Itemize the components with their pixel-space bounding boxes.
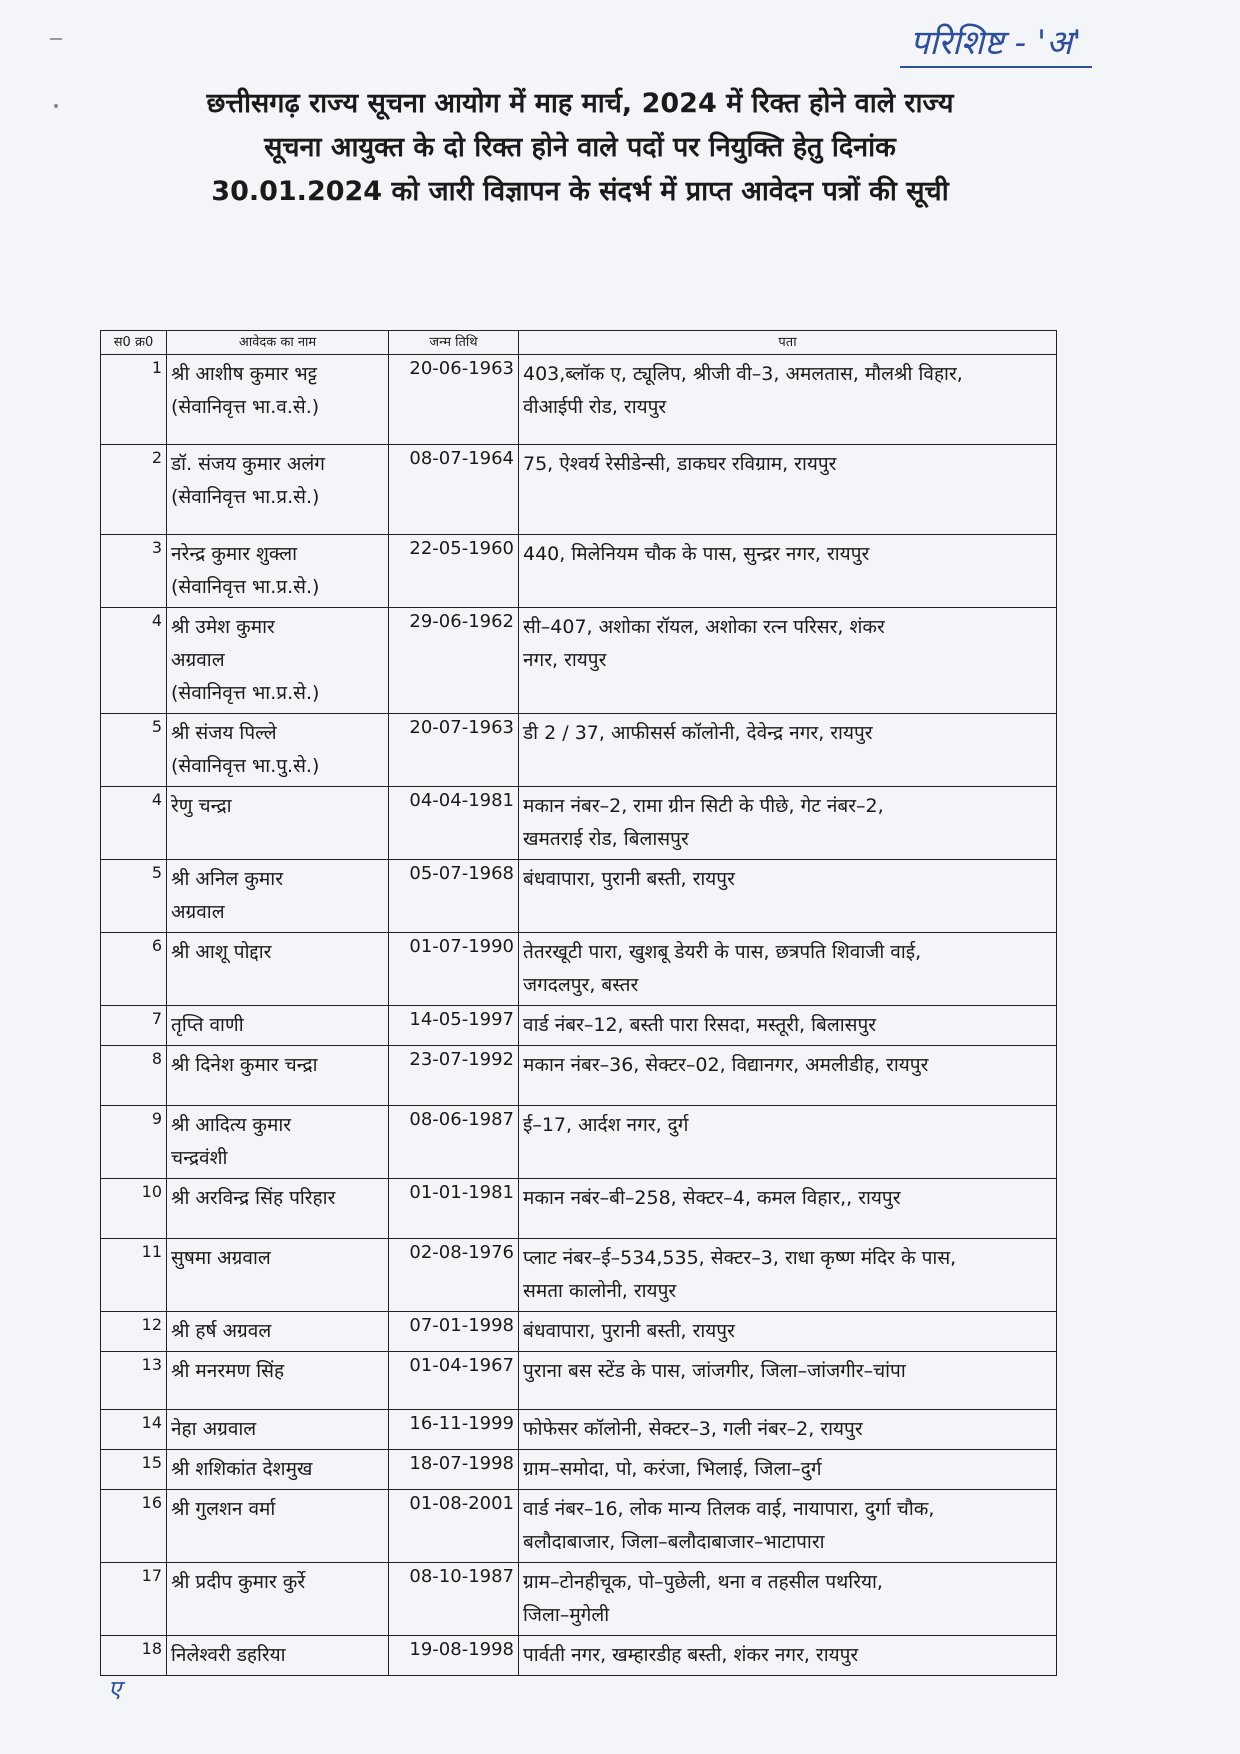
date-of-birth: 20-06-1963 (389, 355, 519, 445)
date-of-birth: 22-05-1960 (389, 535, 519, 608)
applicant-name (167, 1046, 389, 1106)
applicant-name (167, 714, 389, 787)
table-row (101, 1239, 1057, 1312)
serial-number: 10 (101, 1179, 167, 1239)
address-line: मकान नबंर–बी–258, सेक्टर–4, कमल विहार,, रायपुर (523, 1187, 901, 1209)
address (519, 787, 1057, 860)
header-dob: जन्म तिथि (389, 331, 519, 355)
applicant-name-line: (सेवानिवृत्त भा.व.से.) (171, 396, 320, 418)
applicant-name (167, 1450, 389, 1490)
address-line: सी–407, अशोका रॉयल, अशोका रत्न परिसर, शंकर (523, 616, 885, 638)
address (519, 714, 1057, 787)
title-line: सूचना आयुक्त के दो रिक्त होने वाले पदों पर नियुक्ति हेतु दिनांक (264, 132, 896, 163)
date-of-birth: 08-06-1987 (389, 1106, 519, 1179)
applicant-name-line: श्री अरविन्द्र सिंह परिहार (171, 1187, 336, 1209)
date-of-birth: 19-08-1998 (389, 1636, 519, 1676)
address-line: जिला–मुगेली (523, 1604, 610, 1626)
serial-number: 12 (101, 1312, 167, 1352)
date-of-birth: 01-08-2001 (389, 1490, 519, 1563)
serial-number: 15 (101, 1450, 167, 1490)
address (519, 1006, 1057, 1046)
address (519, 933, 1057, 1006)
serial-number: 9 (101, 1106, 167, 1179)
annex-label: परिशिष्ट - 'अ' (900, 18, 1092, 68)
applicant-name-line: डॉ. संजय कुमार अलंग (171, 453, 325, 475)
address-line: वार्ड नंबर–12, बस्ती पारा रिसदा, मस्तूरी, बिलासपुर (523, 1014, 877, 1036)
date-of-birth: 08-07-1964 (389, 445, 519, 535)
address-line: ई–17, आर्दश नगर, दुर्ग (523, 1114, 689, 1136)
address-line: मकान नंबर–36, सेक्टर–02, विद्यानगर, अमलीडीह, रायपुर (523, 1054, 929, 1076)
table-row (101, 933, 1057, 1006)
applicant-name (167, 535, 389, 608)
date-of-birth: 08-10-1987 (389, 1563, 519, 1636)
applicant-name-line: सुषमा अग्रवाल (171, 1247, 271, 1269)
applicant-name (167, 1006, 389, 1046)
serial-number: 5 (101, 860, 167, 933)
table-row (101, 355, 1057, 445)
applicant-name-line: (सेवानिवृत्त भा.प्र.से.) (171, 682, 320, 704)
date-of-birth: 04-04-1981 (389, 787, 519, 860)
address-line: बंधवापारा, पुरानी बस्ती, रायपुर (523, 868, 735, 890)
address-line: पुराना बस स्टेंड के पास, जांजगीर, जिला–जांजगीर–चांपा (523, 1360, 906, 1382)
date-of-birth: 14-05-1997 (389, 1006, 519, 1046)
address (519, 535, 1057, 608)
applicant-name-line: निलेश्वरी डहरिया (171, 1644, 286, 1666)
applicant-name (167, 1312, 389, 1352)
address-line: नगर, रायपुर (523, 649, 607, 671)
applicant-name-line: श्री संजय पिल्ले (171, 722, 277, 744)
applicant-name (167, 355, 389, 445)
applicant-name (167, 1352, 389, 1410)
table-row (101, 714, 1057, 787)
address-line: ग्राम–टोनहीचूक, पो–पुछेली, थना व तहसील पथरिया, (523, 1571, 883, 1593)
date-of-birth: 16-11-1999 (389, 1410, 519, 1450)
signature-initial: ए (108, 1675, 122, 1703)
date-of-birth: 01-01-1981 (389, 1179, 519, 1239)
applicant-name-line: रेणु चन्द्रा (171, 795, 232, 817)
date-of-birth: 20-07-1963 (389, 714, 519, 787)
applications-table (100, 330, 1057, 1676)
applicant-name-line: श्री दिनेश कुमार चन्द्रा (171, 1054, 318, 1076)
table-row (101, 1563, 1057, 1636)
applicant-name (167, 1179, 389, 1239)
table-row (101, 1106, 1057, 1179)
table-row (101, 1636, 1057, 1676)
applicant-name-line: तृप्ति वाणी (171, 1014, 244, 1036)
address-line: वीआईपी रोड, रायपुर (523, 396, 667, 418)
table-row (101, 445, 1057, 535)
address (519, 1179, 1057, 1239)
serial-number: 8 (101, 1046, 167, 1106)
address-line: ग्राम–समोदा, पो, करंजा, भिलाई, जिला–दुर्ग (523, 1458, 822, 1480)
applicant-name-line: श्री प्रदीप कुमार कुर्रे (171, 1571, 306, 1593)
address-line: बलौदाबाजार, जिला–बलौदाबाजार–भाटापारा (523, 1531, 825, 1553)
applicant-name (167, 860, 389, 933)
table-header-row (101, 331, 1057, 355)
table-body (101, 355, 1057, 1676)
address-line: खमतराई रोड, बिलासपुर (523, 828, 689, 850)
applicant-name-line: श्री गुलशन वर्मा (171, 1498, 276, 1520)
applicant-name-line: श्री आदित्य कुमार (171, 1114, 292, 1136)
address (519, 860, 1057, 933)
address (519, 1450, 1057, 1490)
serial-number: 2 (101, 445, 167, 535)
scan-mark (50, 38, 62, 40)
applicant-name-line: अग्रवाल (171, 901, 225, 923)
address (519, 1312, 1057, 1352)
date-of-birth: 23-07-1992 (389, 1046, 519, 1106)
date-of-birth: 01-04-1967 (389, 1352, 519, 1410)
serial-number: 4 (101, 608, 167, 714)
table-row (101, 1410, 1057, 1450)
address-line: 403,ब्लॉक ए, ट्यूलिप, श्रीजी वी–3, अमलतास, मौलश्री विहार, (523, 363, 963, 385)
table-row (101, 787, 1057, 860)
serial-number: 6 (101, 933, 167, 1006)
applicant-name-line: श्री शशिकांत देशमुख (171, 1458, 313, 1480)
address-line: डी 2 / 37, आफीसर्स कॉलोनी, देवेन्द्र नगर, रायपुर (523, 722, 873, 744)
serial-number: 17 (101, 1563, 167, 1636)
applicant-name-line: (सेवानिवृत्त भा.प्र.से.) (171, 486, 320, 508)
header-address: पता (519, 331, 1057, 355)
address (519, 608, 1057, 714)
address-line: बंधवापारा, पुरानी बस्ती, रायपुर (523, 1320, 735, 1342)
address-line: प्लाट नंबर–ई–534,535, सेक्टर–3, राधा कृष्ण मंदिर के पास, (523, 1247, 957, 1269)
address-line: पार्वती नगर, खम्हारडीह बस्ती, शंकर नगर, रायपुर (523, 1644, 859, 1666)
serial-number: 7 (101, 1006, 167, 1046)
applicant-name (167, 1239, 389, 1312)
applicant-name (167, 1636, 389, 1676)
table-row (101, 1450, 1057, 1490)
address (519, 1106, 1057, 1179)
applicant-name-line: (सेवानिवृत्त भा.पु.से.) (171, 755, 320, 777)
applicant-name (167, 1106, 389, 1179)
applicant-name (167, 608, 389, 714)
applicant-name (167, 787, 389, 860)
table-row (101, 1490, 1057, 1563)
table-row (101, 535, 1057, 608)
table-row (101, 1179, 1057, 1239)
applicant-name-line: श्री अनिल कुमार (171, 868, 283, 890)
document-title (110, 82, 1050, 214)
applicant-name (167, 445, 389, 535)
address (519, 1636, 1057, 1676)
header-name: आवेदक का नाम (167, 331, 389, 355)
address-line: समता कालोनी, रायपुर (523, 1280, 677, 1302)
title-line: छत्तीसगढ़ राज्य सूचना आयोग में माह मार्च, 2024 में रिक्त होने वाले राज्य (206, 88, 954, 119)
applicant-name-line: श्री आशीष कुमार भट्ट (171, 363, 318, 385)
address-line: मकान नंबर–2, रामा ग्रीन सिटी के पीछे, गेट नंबर–2, (523, 795, 884, 817)
table-row (101, 1006, 1057, 1046)
date-of-birth: 01-07-1990 (389, 933, 519, 1006)
applicant-name-line: श्री आशू पोद्दार (171, 941, 272, 963)
serial-number: 3 (101, 535, 167, 608)
applicant-name-line: नरेन्द्र कुमार शुक्ला (171, 543, 298, 565)
applicant-name (167, 933, 389, 1006)
applicant-name-line: श्री हर्ष अग्रवल (171, 1320, 272, 1342)
serial-number: 4 (101, 787, 167, 860)
applicant-name-line: श्री उमेश कुमार (171, 616, 275, 638)
date-of-birth: 29-06-1962 (389, 608, 519, 714)
address (519, 1410, 1057, 1450)
table-row (101, 1046, 1057, 1106)
address (519, 445, 1057, 535)
address-line: 440, मिलेनियम चौक के पास, सुन्द्रर नगर, रायपुर (523, 543, 870, 565)
applicant-name (167, 1410, 389, 1450)
address-line: तेतरखूटी पारा, खुशबू डेयरी के पास, छत्रपति शिवाजी वाई, (523, 941, 922, 963)
date-of-birth: 05-07-1968 (389, 860, 519, 933)
address-line: वार्ड नंबर–16, लोक मान्य तिलक वाई, नायापारा, दुर्गा चौक, (523, 1498, 935, 1520)
applicant-name-line: नेहा अग्रवाल (171, 1418, 257, 1440)
applicant-name (167, 1563, 389, 1636)
date-of-birth: 18-07-1998 (389, 1450, 519, 1490)
table-row (101, 1312, 1057, 1352)
applicant-name-line: श्री मनरमण सिंह (171, 1360, 285, 1382)
address (519, 1490, 1057, 1563)
address-line: फोफेसर कॉलोनी, सेक्टर–3, गली नंबर–2, रायपुर (523, 1418, 863, 1440)
address (519, 1563, 1057, 1636)
date-of-birth: 02-08-1976 (389, 1239, 519, 1312)
serial-number: 16 (101, 1490, 167, 1563)
address (519, 1239, 1057, 1312)
date-of-birth: 07-01-1998 (389, 1312, 519, 1352)
address (519, 355, 1057, 445)
table-row (101, 608, 1057, 714)
serial-number: 18 (101, 1636, 167, 1676)
table-row (101, 860, 1057, 933)
serial-number: 11 (101, 1239, 167, 1312)
serial-number: 14 (101, 1410, 167, 1450)
header-serial: स0 क्र0 (101, 331, 167, 355)
address-line: जगदलपुर, बस्तर (523, 974, 639, 996)
address (519, 1352, 1057, 1410)
serial-number: 5 (101, 714, 167, 787)
serial-number: 1 (101, 355, 167, 445)
applicant-name-line: चन्द्रवंशी (171, 1147, 228, 1169)
applicant-name-line: अग्रवाल (171, 649, 225, 671)
scan-dot (54, 104, 58, 108)
serial-number: 13 (101, 1352, 167, 1410)
applicant-name (167, 1490, 389, 1563)
title-line: 30.01.2024 को जारी विज्ञापन के संदर्भ में प्राप्त आवेदन पत्रों की सूची (211, 176, 949, 207)
address-line: 75, ऐश्वर्य रेसीडेन्सी, डाकघर रविग्राम, रायपुर (523, 453, 837, 475)
address (519, 1046, 1057, 1106)
table-row (101, 1352, 1057, 1410)
applicant-name-line: (सेवानिवृत्त भा.प्र.से.) (171, 576, 320, 598)
